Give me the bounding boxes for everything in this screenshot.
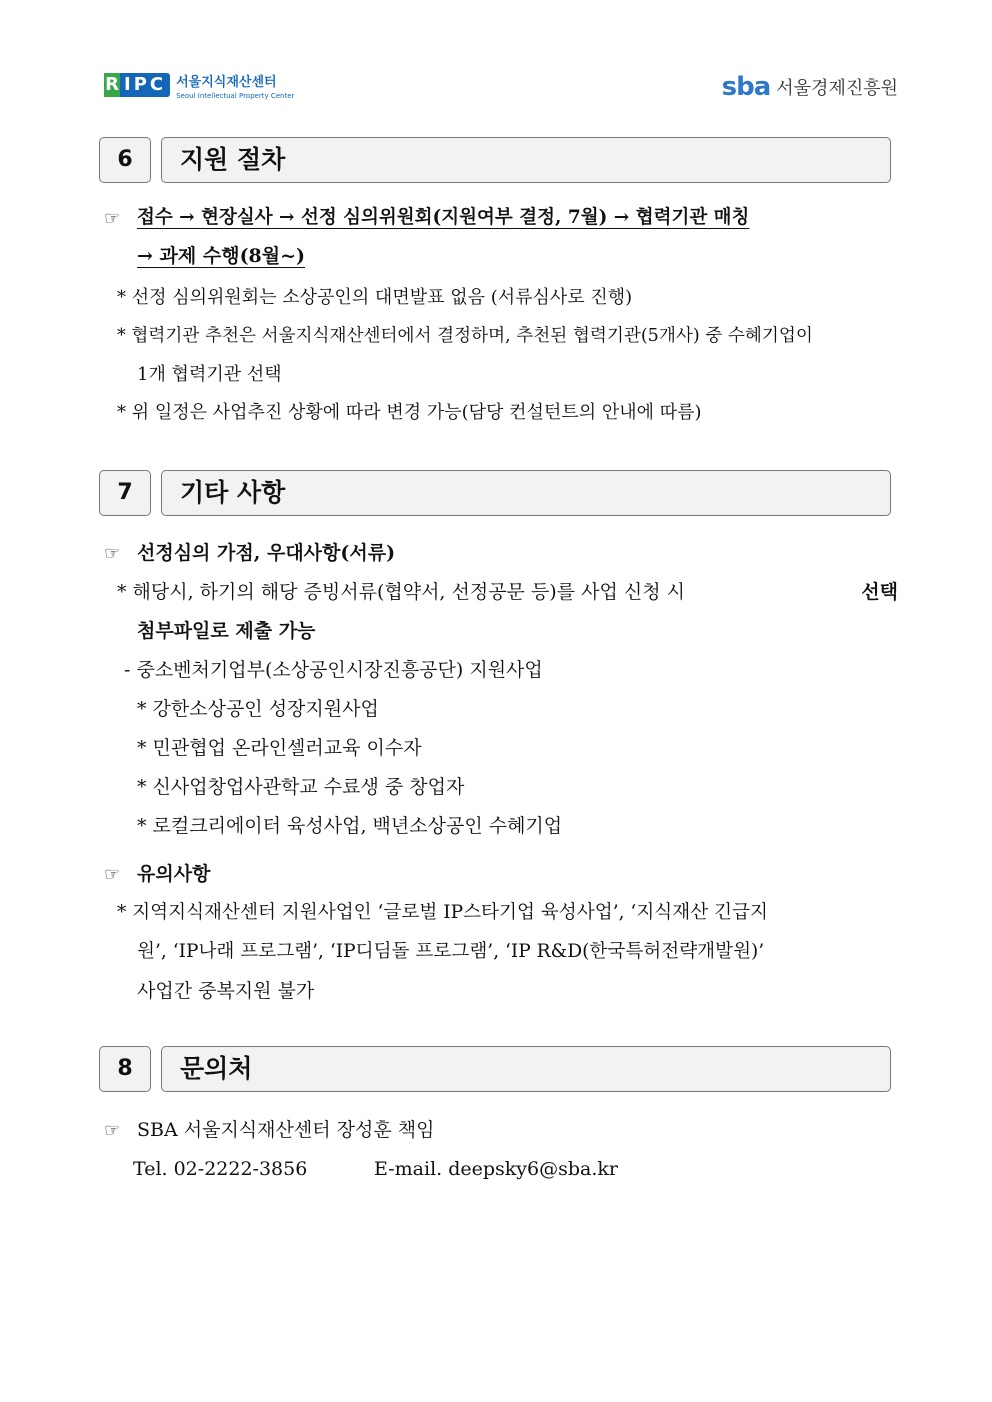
s8-email[interactable]: E-mail. deepsky6@sba.kr [374, 1158, 618, 1180]
s6-note-3: * 위 일정은 사업추진 상황에 따라 변경 가능(담당 컨설턴트의 안내에 따름) [117, 402, 702, 423]
s7-heading-caution: 유의사항 [137, 863, 211, 885]
s8-hand-icon: ☞ [104, 1120, 121, 1141]
s6-note-1: * 선정 심의위원회는 소상공인의 대면발표 없음 (서류심사로 진행) [117, 287, 633, 308]
s7-item: * 신사업창업사관학교 수료생 중 창업자 [137, 776, 465, 798]
s8-contact: SBA 서울지식재산센터 장성훈 책임 [137, 1119, 435, 1141]
ripc-subtitle: Seoul Intellectual Property Center [176, 91, 295, 100]
section-7-title: 기타 사항 [161, 470, 891, 516]
ripc-logo-r: R [105, 74, 119, 95]
s8-tel: Tel. 02-2222-3856 [133, 1158, 308, 1180]
s7-bonus-bold: 선택 [861, 581, 898, 603]
s6-note-2a: * 협력기관 추천은 서울지식재산센터에서 결정하며, 추천된 협력기관(5개사) 중 수혜기업이 [117, 326, 813, 346]
ripc-logo-mark [104, 73, 170, 97]
section-7-number: 7 [99, 470, 151, 516]
s7-bonus-text: * 해당시, 하기의 해당 증빙서류(협약서, 선정공문 등)를 사업 신청 시 [117, 581, 685, 603]
s7-hand-icon-1: ☞ [104, 543, 121, 564]
s6-flow-line1: 접수 → 현장실사 → 선정 심의위원회(지원여부 결정, 7월) → 협력기관 매칭 [137, 207, 750, 228]
sba-mark: sba [721, 72, 771, 102]
s7-hand-icon-2: ☞ [104, 864, 121, 885]
s7-item: * 강한소상공인 성장지원사업 [137, 698, 379, 720]
s7-caution-a: * 지역지식재산센터 지원사업인 ‘글로벌 IP스타기업 육성사업’, ‘지식재산 긴급지 [117, 902, 768, 923]
section-8-title: 문의처 [161, 1046, 891, 1092]
sba-logo [722, 74, 898, 100]
s7-heading-bonus: 선정심의 가점, 우대사항(서류) [137, 542, 396, 564]
s7-bonus-line-a [117, 579, 898, 605]
sba-name: 서울경제진흥원 [776, 78, 898, 99]
s6-note-2b: 1개 협력기관 선택 [137, 364, 282, 385]
s7-caution-c: 사업간 중복지원 불가 [137, 980, 315, 1002]
s7-item: * 민관협업 온라인셀러교육 이수자 [137, 737, 422, 759]
s7-program: - 중소벤처기업부(소상공인시장진흥공단) 지원사업 [124, 659, 543, 681]
s7-caution-b: 원’, ‘IP나래 프로그램’, ‘IP디딤돌 프로그램’, ‘IP R&D(한국특허전략개발원)’ [137, 941, 765, 962]
section-8-number: 8 [99, 1046, 151, 1092]
ripc-name: 서울지식재산센터 [176, 74, 277, 90]
ripc-logo [104, 72, 294, 98]
ripc-logo-ipc: IPC [120, 73, 170, 97]
section-6-number: 6 [99, 137, 151, 183]
s6-flow-line2: → 과제 수행(8월~) [137, 245, 306, 267]
s7-bonus-line-b: 첨부파일로 제출 가능 [137, 620, 316, 642]
s7-item: * 로컬크리에이터 육성사업, 백년소상공인 수혜기업 [137, 815, 563, 837]
section-6-title: 지원 절차 [161, 137, 891, 183]
s6-hand-icon: ☞ [104, 208, 121, 229]
